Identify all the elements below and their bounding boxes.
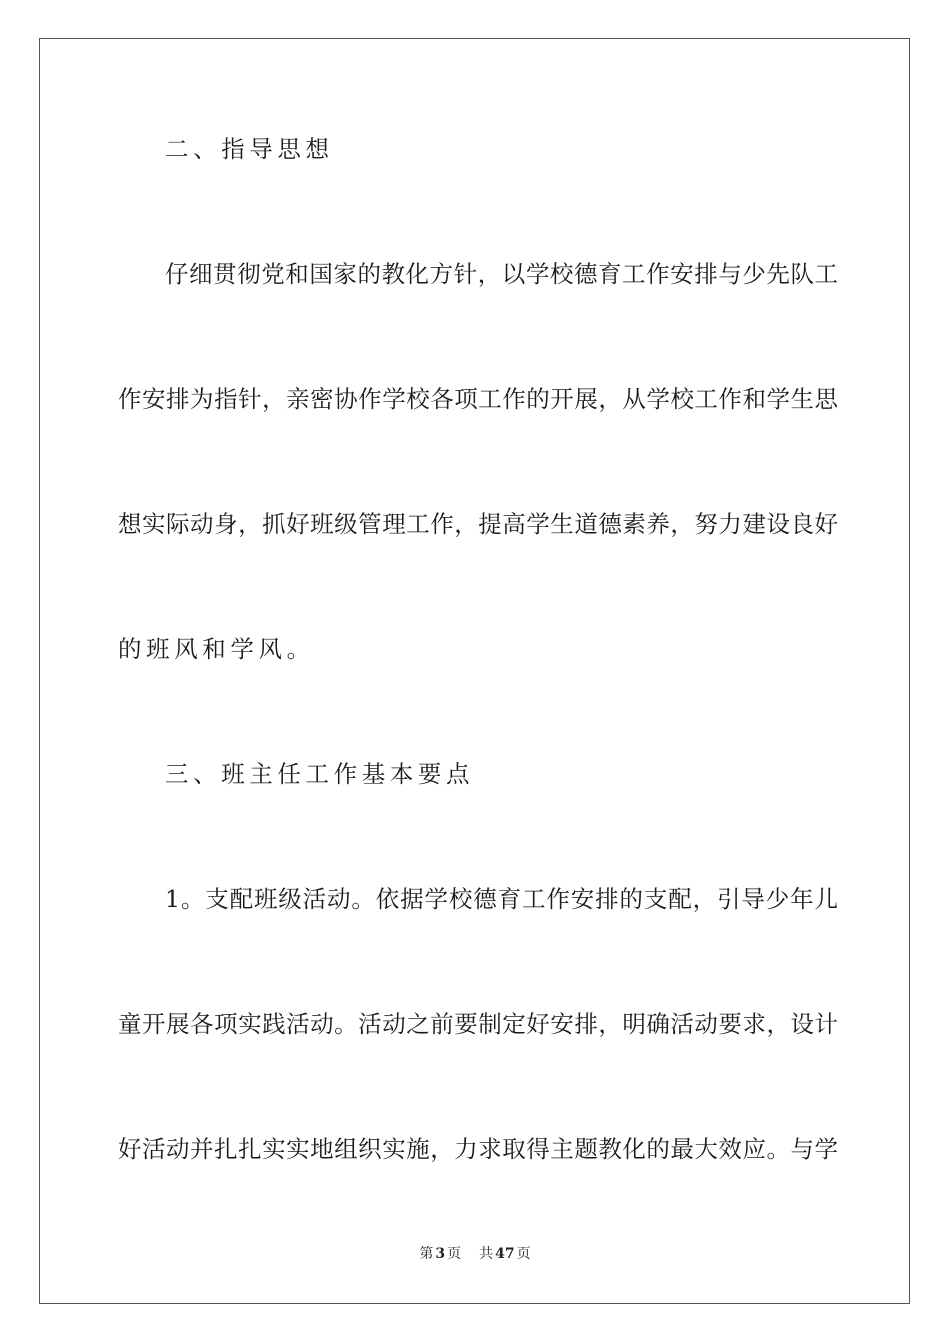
footer-page-prefix: 第 — [419, 1246, 434, 1262]
paragraph-line: 仔细贯彻党和国家的教化方针，以学校德育工作安排与少先队工 — [165, 260, 838, 288]
footer-total-prefix: 共 — [479, 1246, 494, 1262]
page-footer — [0, 1245, 950, 1263]
page-border — [39, 38, 910, 1304]
paragraph-line: 想实际动身，抓好班级管理工作，提高学生道德素养，努力建设良好 — [118, 510, 838, 538]
footer-total-pages: 47 — [495, 1246, 515, 1262]
paragraph-line: 的班风和学风。 — [118, 635, 315, 663]
footer-page-suffix: 页 — [447, 1246, 462, 1262]
footer-total-suffix: 页 — [516, 1246, 531, 1262]
footer-page-number: 3 — [435, 1246, 446, 1262]
section-heading-work-points: 三、班主任工作基本要点 — [165, 760, 475, 788]
paragraph-line: 作安排为指针，亲密协作学校各项工作的开展，从学校工作和学生思 — [118, 385, 838, 413]
paragraph-line: 1。支配班级活动。依据学校德育工作安排的支配，引导少年儿 — [165, 885, 838, 913]
paragraph-line: 童开展各项实践活动。活动之前要制定好安排，明确活动要求，设计 — [118, 1010, 838, 1038]
paragraph-line: 好活动并扎扎实实地组织实施，力求取得主题教化的最大效应。与学 — [118, 1135, 838, 1163]
section-heading-guiding-ideology: 二、指导思想 — [165, 135, 334, 163]
